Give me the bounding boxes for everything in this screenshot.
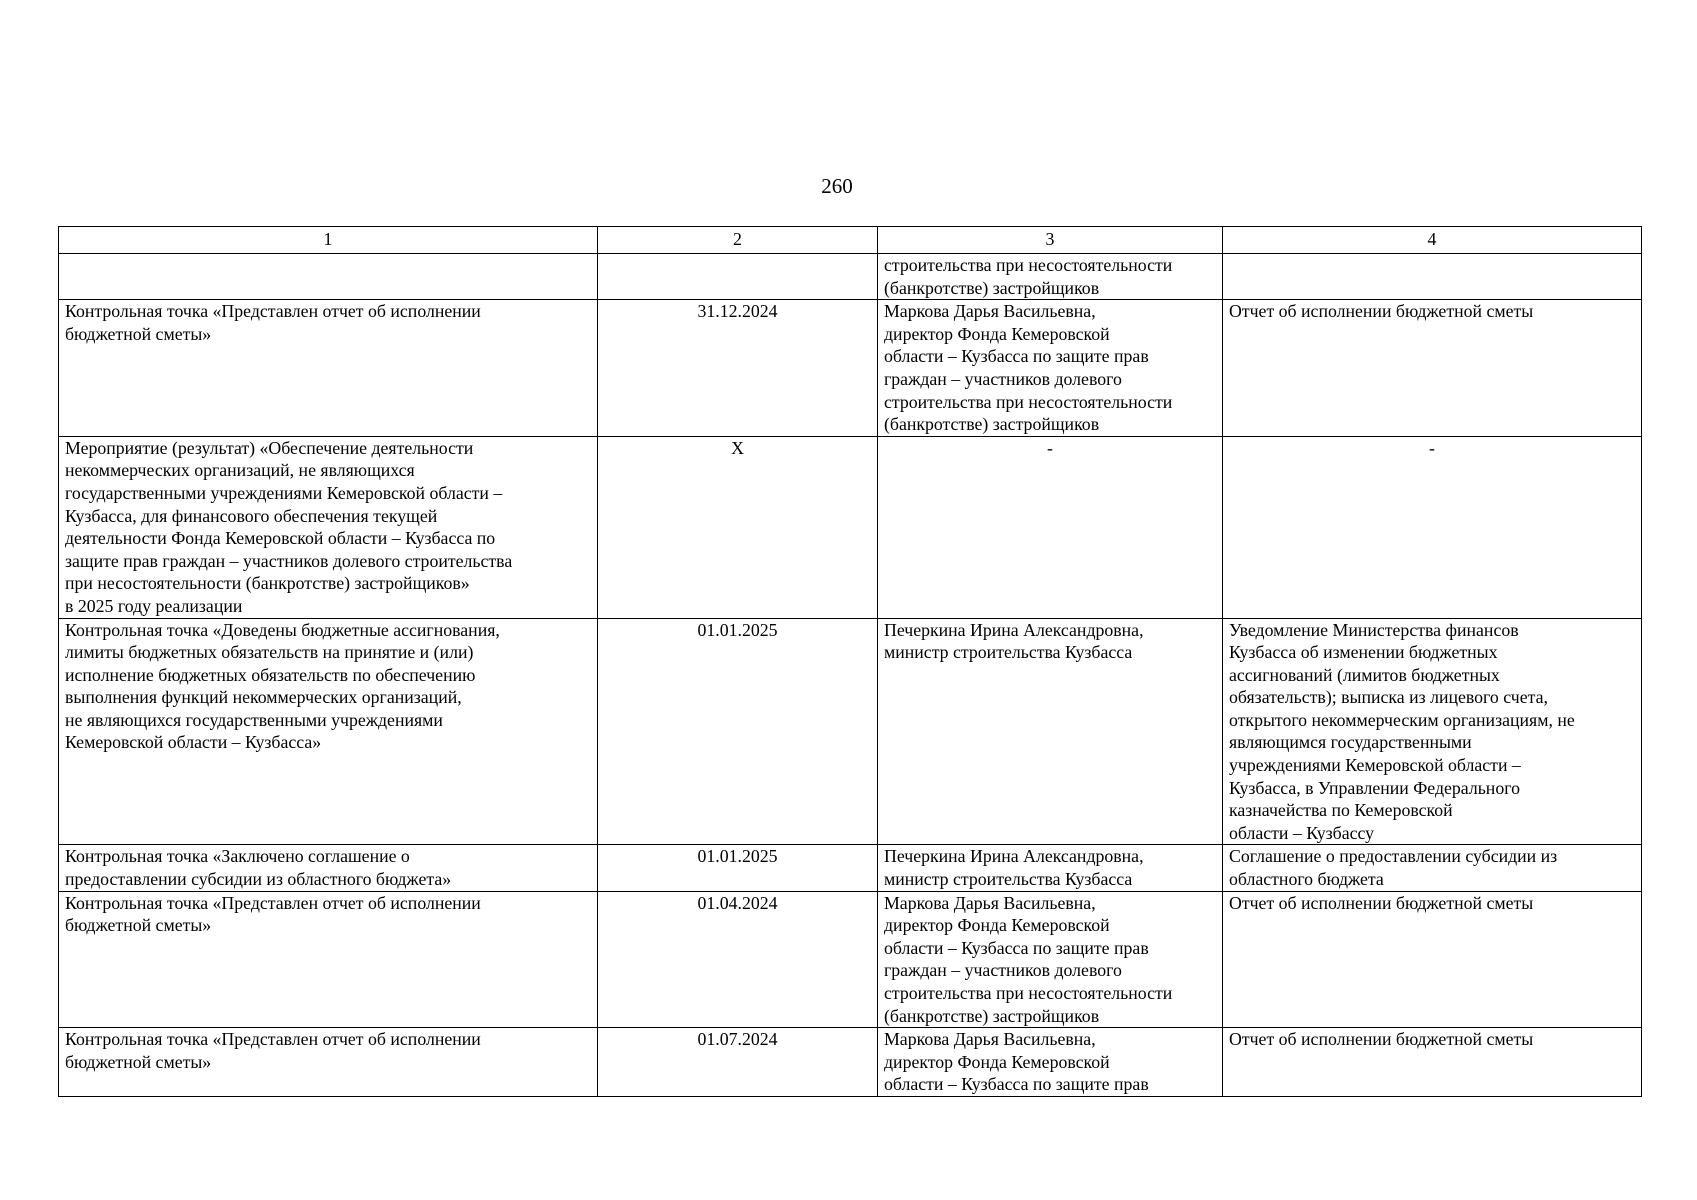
table-cell-document: - (1223, 436, 1642, 618)
page-number: 260 (821, 174, 853, 198)
column-header-1: 1 (59, 227, 598, 254)
table-cell-date: 01.07.2024 (598, 1028, 878, 1097)
table-cell-document (1223, 254, 1642, 300)
table-row (59, 1028, 1642, 1097)
table-cell-date: 01.04.2024 (598, 891, 878, 1028)
table-cell-description: Контрольная точка «Доведены бюджетные ассигнования, лимиты бюджетных обязательств на принятие и (или) исполнение бюджетных обязательств по обеспечению выполнения функций некоммерческих организаций, не являющихся государственными учреждениями Кемеровской области – Кузбасса» (59, 618, 598, 845)
table-row (59, 845, 1642, 891)
table-cell-document: Отчет об исполнении бюджетной сметы (1223, 300, 1642, 437)
table-cell-description: Контрольная точка «Представлен отчет об исполнении бюджетной сметы» (59, 1028, 598, 1097)
table-cell-document: Соглашение о предоставлении субсидии из областного бюджета (1223, 845, 1642, 891)
table-cell-document: Отчет об исполнении бюджетной сметы (1223, 891, 1642, 1028)
column-header-3: 3 (878, 227, 1223, 254)
table-row (59, 254, 1642, 300)
table-cell-responsible: Маркова Дарья Васильевна, директор Фонда Кемеровской области – Кузбасса по защите прав (878, 1028, 1223, 1097)
table-cell-date: 01.01.2025 (598, 618, 878, 845)
table-cell-date (598, 254, 878, 300)
table-cell-date: 01.01.2025 (598, 845, 878, 891)
table-cell-document: Уведомление Министерства финансов Кузбасса об изменении бюджетных ассигнований (лимитов бюджетных обязательств); выписка из лицевого счета, открытого некоммерческим организациям, не являющимся государственными учреждениями Кемеровской области – Кузбасса, в Управлении Федерального казначейства по Кемеровской области – Кузбассу (1223, 618, 1642, 845)
table-cell-responsible: Маркова Дарья Васильевна, директор Фонда Кемеровской области – Кузбасса по защите прав граждан – участников долевого строительства при несостоятельности (банкротстве) застройщиков (878, 300, 1223, 437)
table-cell-responsible: - (878, 436, 1223, 618)
table-cell-responsible: Печеркина Ирина Александровна, министр строительства Кузбасса (878, 618, 1223, 845)
table-row (59, 436, 1642, 618)
table-cell-responsible: строительства при несостоятельности (банкротстве) застройщиков (878, 254, 1223, 300)
table-cell-description: Контрольная точка «Заключено соглашение о предоставлении субсидии из областного бюджета» (59, 845, 598, 891)
table-cell-responsible: Маркова Дарья Васильевна, директор Фонда Кемеровской области – Кузбасса по защите прав граждан – участников долевого строительства при несостоятельности (банкротстве) застройщиков (878, 891, 1223, 1028)
table-row (59, 618, 1642, 845)
table-row (59, 300, 1642, 437)
column-header-4: 4 (1223, 227, 1642, 254)
table-cell-date: Х (598, 436, 878, 618)
table-cell-description (59, 254, 598, 300)
table-cell-document: Отчет об исполнении бюджетной сметы (1223, 1028, 1642, 1097)
table-cell-description: Контрольная точка «Представлен отчет об исполнении бюджетной сметы» (59, 891, 598, 1028)
table-cell-description: Мероприятие (результат) «Обеспечение деятельности некоммерческих организаций, не являющихся государственными учреждениями Кемеровской области – Кузбасса, для финансового обеспечения текущей деятельности Фонда Кемеровской области – Кузбасса по защите прав граждан – участников долевого строительства при несостоятельности (банкротстве) застройщиков» в 2025 году реализации (59, 436, 598, 618)
table-cell-date: 31.12.2024 (598, 300, 878, 437)
document-table (58, 226, 1642, 1097)
table-header-row (59, 227, 1642, 254)
table-row (59, 891, 1642, 1028)
table-cell-responsible: Печеркина Ирина Александровна, министр строительства Кузбасса (878, 845, 1223, 891)
table-cell-description: Контрольная точка «Представлен отчет об исполнении бюджетной сметы» (59, 300, 598, 437)
column-header-2: 2 (598, 227, 878, 254)
